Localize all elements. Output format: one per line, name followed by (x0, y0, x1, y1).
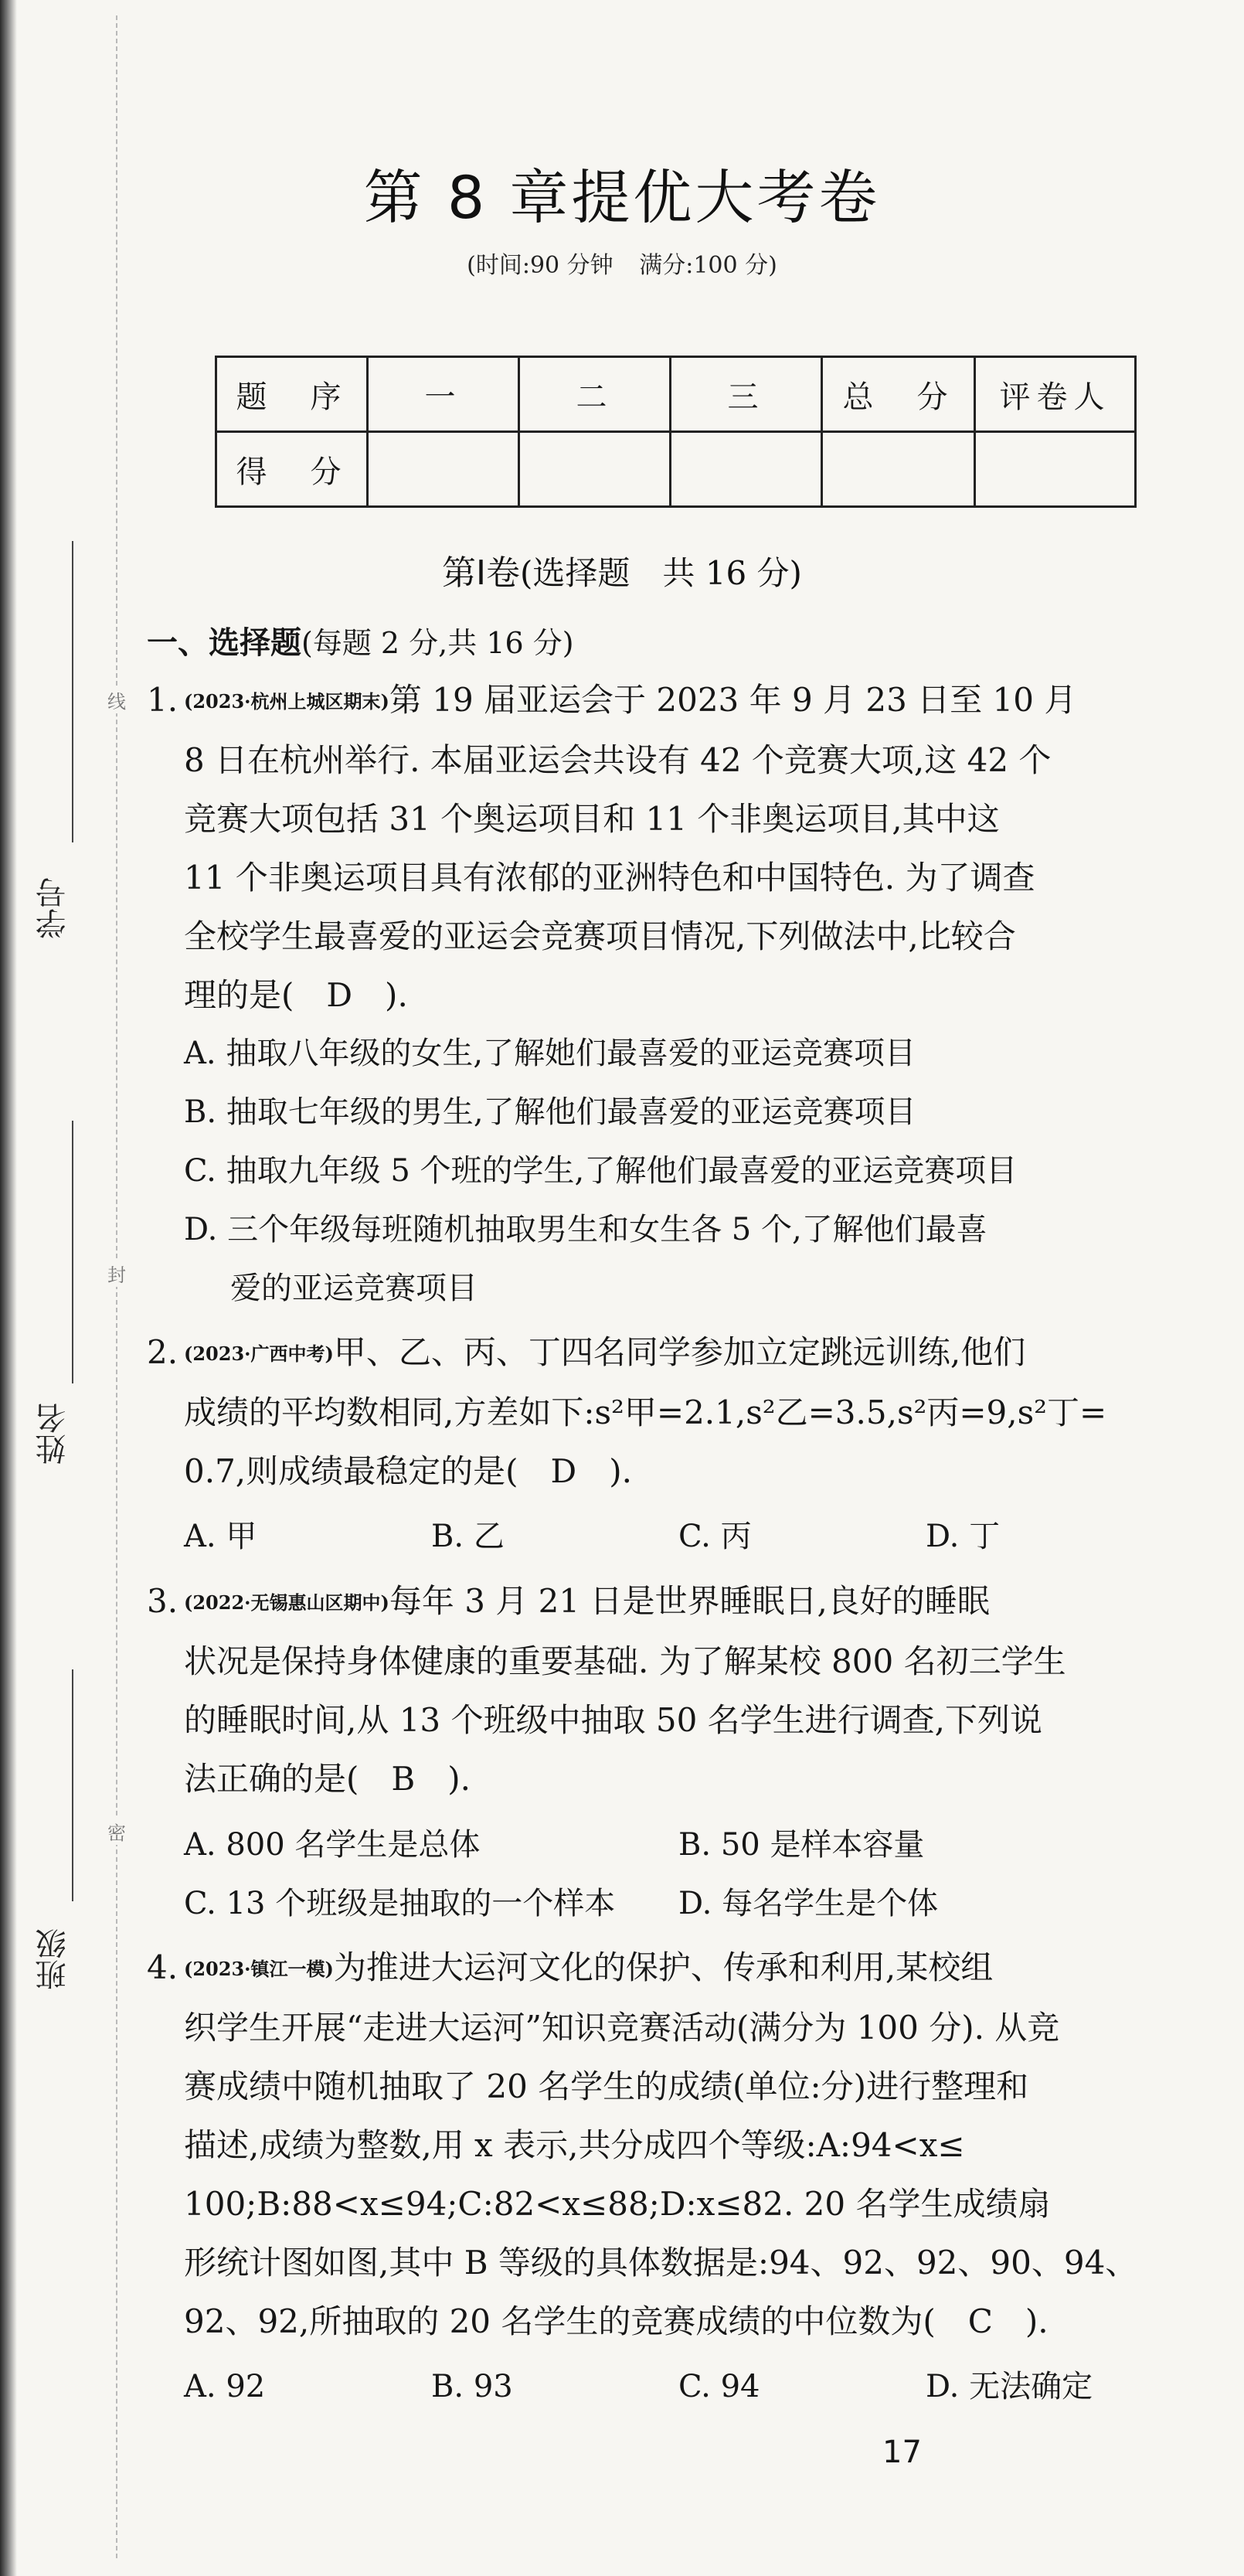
question-text-line: 11 个非奥运项目具有浓郁的亚洲特色和中国特色. 为了调查 (184, 859, 1035, 897)
q3-option-a: A. 800 名学生是总体 (184, 1827, 481, 1863)
question-first-line (147, 1938, 1221, 1999)
score-header-cell: 评卷人 (975, 357, 1136, 432)
question-number: 3. (147, 1582, 178, 1620)
section-note: (选择题 共 16 分) (520, 554, 802, 592)
question-source: (2023·广西中考) (184, 1342, 334, 1365)
question-first-line (147, 1323, 1221, 1383)
q1-option-c: C. 抽取九年级 5 个班的学生,了解他们最喜爱的亚运竞赛项目 (184, 1153, 1018, 1189)
question-text-line: 状况是保持身体健康的重要基础. 为了解某校 800 名初三学生 (184, 1642, 1066, 1680)
q1-option-d: D. 三个年级每班随机抽取男生和女生各 5 个,了解他们最喜 (184, 1212, 987, 1247)
question-text-line: 理的是( D ). (184, 976, 408, 1014)
q4-option-d: D. 无法确定 (926, 2369, 1093, 2404)
q1-option-a: A. 抽取八年级的女生,了解她们最喜爱的亚运竞赛项目 (184, 1036, 916, 1071)
question-text-line: 全校学生最喜爱的亚运会竞赛项目情况,下列做法中,比较合 (184, 917, 1016, 955)
seal-mark-xian: 线 (107, 686, 127, 713)
question-text-line: 8 日在杭州举行. 本届亚运会共设有 42 个竞赛大项,这 42 个 (184, 741, 1052, 779)
seal-mark-mi: 密 (107, 1818, 127, 1845)
score-header-cell: 三 (671, 357, 822, 432)
exam-time: (时间:90 分钟 (467, 252, 614, 279)
student-id-label: 学号 (36, 877, 71, 939)
question-2 (147, 1323, 1221, 1501)
question-first-line (147, 671, 1221, 731)
score-header-cell: 题 序 (216, 357, 368, 432)
question-text-line: 法正确的是( B ). (184, 1760, 471, 1798)
question-source: (2022·无锡惠山区期中) (184, 1591, 389, 1614)
question-text-line: 92、92,所抽取的 20 名学生的竞赛成绩的中位数为( C ). (184, 2302, 1049, 2340)
question-text-line: 为推进大运河文化的保护、传承和利用,某校组 (333, 1948, 994, 1986)
exam-title: 第 8 章提优大考卷 (363, 163, 881, 232)
q2-option-b: B. 乙 (431, 1519, 505, 1554)
q4-option-b: B. 93 (431, 2369, 513, 2404)
score-table (215, 356, 1137, 508)
score-cell-empty (822, 432, 975, 507)
seal-mark-feng: 封 (107, 1260, 127, 1287)
part-note: (每题 2 分,共 16 分) (301, 626, 574, 660)
exam-subtitle (0, 246, 1244, 280)
question-text-line: 成绩的平均数相同,方差如下:s²甲=2.1,s²乙=3.5,s²丙=9,s²丁= (184, 1393, 1107, 1431)
q1-option-b: B. 抽取七年级的男生,了解他们最喜爱的亚运竞赛项目 (184, 1094, 916, 1130)
q3-option-b: B. 50 是样本容量 (678, 1827, 925, 1863)
score-header-cell: 总 分 (822, 357, 975, 432)
question-first-line (147, 1572, 1221, 1632)
score-header-cell: 二 (519, 357, 671, 432)
q3-option-c: C. 13 个班级是抽取的一个样本 (184, 1886, 616, 1921)
score-header-cell: 一 (368, 357, 519, 432)
score-table-score-row (216, 432, 1136, 507)
part-heading (147, 618, 574, 662)
q4-option-c: C. 94 (678, 2369, 760, 2404)
question-text-line: 形统计图如图,其中 B 等级的具体数据是:94、92、92、90、94、 (184, 2244, 1138, 2282)
question-text-line: 的睡眠时间,从 13 个班级中抽取 50 名学生进行调查,下列说 (184, 1701, 1042, 1739)
question-text-line: 100;B:88<x≤94;C:82<x≤88;D:x≤82. 20 名学生成绩扇 (184, 2185, 1051, 2223)
question-text-line: 织学生开展“走进大运河”知识竞赛活动(满分为 100 分). 从竞 (184, 2009, 1060, 2047)
question-number: 2. (147, 1333, 178, 1371)
score-cell-empty (671, 432, 822, 507)
q2-option-a: A. 甲 (184, 1519, 257, 1554)
section-title: 第Ⅰ卷 (442, 553, 521, 593)
q2-option-d: D. 丁 (926, 1519, 1001, 1554)
question-text-line: 甲、乙、丙、丁四名同学参加立定跳远训练,他们 (333, 1333, 1026, 1371)
score-cell-empty (519, 432, 671, 507)
score-cell-empty (368, 432, 519, 507)
question-number: 4. (147, 1948, 178, 1986)
score-cell-empty (975, 432, 1136, 507)
score-table-header-row (216, 357, 1136, 432)
exam-full-score: 满分:100 分) (639, 252, 777, 279)
q2-option-c: C. 丙 (678, 1519, 752, 1554)
question-text-line: 赛成绩中随机抽取了 20 名学生的成绩(单位:分)进行整理和 (184, 2067, 1029, 2105)
question-text-line: 第 19 届亚运会于 2023 年 9 月 23 日至 10 月 (389, 681, 1077, 719)
question-1 (147, 671, 1221, 1025)
question-text-line: 描述,成绩为整数,用 x 表示,共分成四个等级:A:94<x≤ (184, 2126, 965, 2164)
class-blank (72, 1669, 73, 1901)
section-heading (0, 545, 1244, 594)
q3-option-d: D. 每名学生是个体 (678, 1886, 939, 1921)
question-source: (2023·镇江一模) (184, 1958, 334, 1980)
question-text-line: 0.7,则成绩最稳定的是( D ). (184, 1452, 632, 1490)
question-text-line: 竞赛大项包括 31 个奥运项目和 11 个非奥运项目,其中这 (184, 800, 1000, 838)
score-row-label: 得 分 (216, 432, 368, 507)
question-number: 1. (147, 681, 178, 719)
question-source: (2023·杭州上城区期末) (184, 690, 389, 713)
part-title: 一、选择题 (147, 625, 301, 661)
page-edge-shadow (0, 0, 17, 2576)
q4-option-a: A. 92 (184, 2369, 266, 2404)
name-label: 姓名 (36, 1403, 71, 1465)
question-4 (147, 1938, 1221, 2351)
question-text-line: 每年 3 月 21 日是世界睡眠日,良好的睡眠 (389, 1582, 990, 1620)
question-3 (147, 1572, 1221, 1809)
class-label: 班级 (36, 1928, 71, 1990)
cut-line (116, 15, 117, 2558)
name-blank (72, 1121, 73, 1383)
page-number: 17 (882, 2435, 922, 2470)
q1-option-d-cont: 爱的亚运竞赛项目 (230, 1271, 478, 1306)
